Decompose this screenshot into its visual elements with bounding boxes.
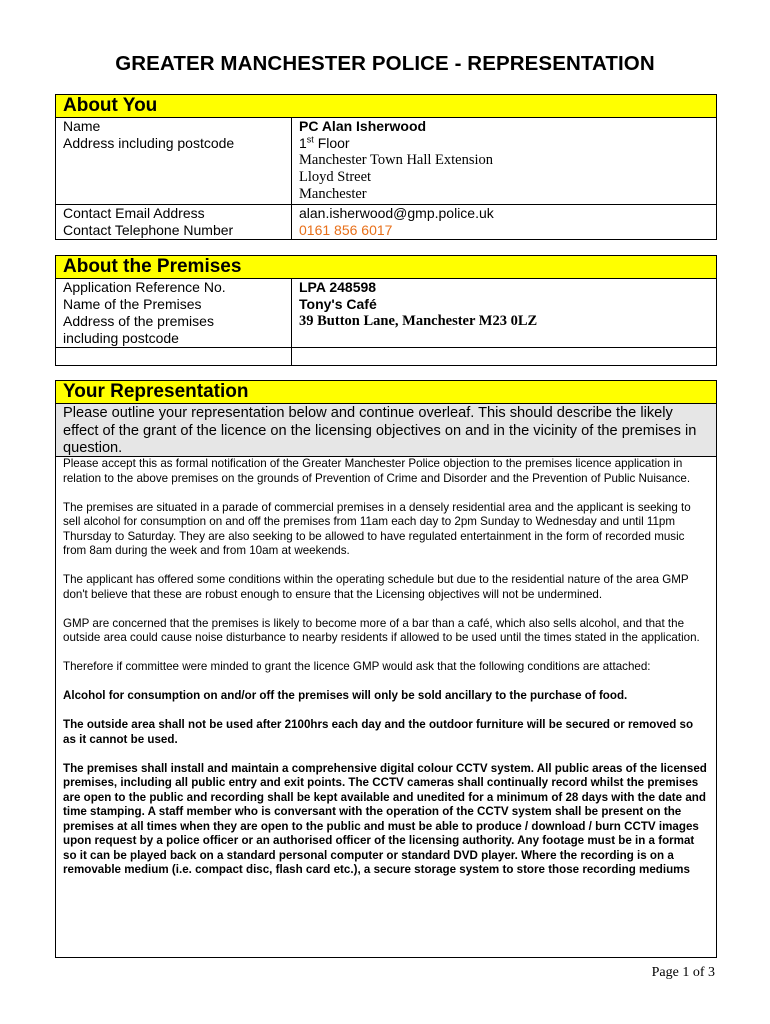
representation-paragraph: Therefore if committee were minded to grant the licence GMP would ask that the following conditions are attached: [63, 660, 651, 673]
condition-paragraph: The premises shall install and maintain a comprehensive digital colour CCTV system. All public areas of the licensed premises, including all public entry and exit points. The CCTV cameras shall continually record whilst the premises are open to the public and recording shall be kept available and unedited for a minimum of 28 days with the date and time stamping. A staff member who is conversant with the operation of the CCTV system shall be present on the premises at all times when they are open to the public and must be able to produce / download / burn CCTV images upon request by a police officer or an authorised officer of the licensing authority. Any footage must be in a format so it can be played back on a standard personal computer or standard DVD player. Where the recording is on a removable medium (i.e. compact disc, flash card etc.), a secure storage system to store those recording mediums [63, 761, 707, 876]
condition-paragraph: Alcohol for consumption on and/or off the premises will only be sold ancillary to the purchase of food. [63, 689, 628, 702]
premises-table [56, 279, 716, 365]
address-line-3[interactable]: Lloyd Street [299, 169, 372, 185]
premises-name-value[interactable]: Tony's Café [299, 296, 377, 312]
phone-value[interactable]: 0161 856 6017 [299, 222, 393, 238]
representation-text[interactable] [56, 457, 716, 957]
about-you-table [56, 118, 716, 239]
premises-address-label-1: Address of the premises [63, 313, 214, 329]
contact-label-cell [56, 205, 292, 240]
ref-value[interactable]: LPA 248598 [299, 279, 377, 295]
address-line-1[interactable] [299, 135, 709, 152]
premises-section [55, 255, 717, 366]
address-line-4[interactable]: Manchester [299, 186, 367, 202]
address-label: Address including postcode [63, 135, 235, 151]
representation-paragraph: The applicant has offered some conditions within the operating schedule but due to the residential nature of the area GMP don't believe that these are robust enough to ensure that the Licensing objectives will not be undermined. [63, 573, 689, 601]
premises-empty-value[interactable] [292, 348, 717, 366]
premises-address-value[interactable]: 39 Button Lane, Manchester M23 0LZ [299, 313, 538, 329]
premises-name-label: Name of the Premises [63, 296, 202, 312]
page-title: GREATER MANCHESTER POLICE - REPRESENTATION [115, 52, 655, 75]
address-line-1-rest: Floor [313, 135, 350, 151]
phone-label: Contact Telephone Number [63, 222, 234, 238]
about-you-heading: About You [56, 95, 716, 118]
representation-heading: Your Representation [56, 381, 716, 404]
premises-empty-label [56, 348, 292, 366]
name-label: Name [63, 118, 101, 134]
condition-paragraph: The outside area shall not be used after 2100hrs each day and the outdoor furniture will be secured or removed so as it cannot be used. [63, 718, 694, 746]
about-you-section [55, 94, 717, 240]
representation-paragraph: GMP are concerned that the premises is likely to become more of a bar than a café, which also sells alcohol, and that the outside area could cause noise disturbance to nearby residents if allowed to be used until the times stated in the application. [63, 616, 700, 644]
premises-heading: About the Premises [56, 256, 716, 279]
ref-label: Application Reference No. [63, 279, 226, 295]
email-value[interactable]: alan.isherwood@gmp.police.uk [299, 205, 494, 221]
contact-value-cell [292, 205, 717, 240]
representation-paragraph: The premises are situated in a parade of commercial premises in a densely residential area and the applicant is seeking to sell alcohol for consumption on and off the premises from 11am each day to 2pm Sunday to Wednesday and until 11pm Thursday to Saturday. They are also seeking to be allowed to have regulated entertainment in the form of recorded music from 8am during the week and from 10am at weekends. [63, 500, 691, 557]
name-value[interactable]: PC Alan Isherwood [299, 118, 427, 134]
premises-label-cell [56, 279, 292, 348]
premises-value-cell [292, 279, 717, 348]
address-line-1-number: 1 [299, 135, 307, 151]
address-line-2[interactable]: Manchester Town Hall Extension [299, 152, 494, 168]
address-line-1-superscript: st [306, 134, 314, 145]
premises-address-label-2: including postcode [63, 330, 179, 346]
representation-paragraph: Please accept this as formal notification of the Greater Manchester Police objection to the premises licence application in relation to the above premises on the grounds of Prevention of Crime and Disorder and the Prevention of Public Nuisance. [63, 457, 691, 485]
email-label: Contact Email Address [63, 205, 205, 221]
page-number: Page 1 of 3 [651, 965, 715, 980]
name-address-label-cell [56, 118, 292, 205]
representation-instruction: Please outline your representation below and continue overleaf. This should describe the likely effect of the grant of the licence on the licensing objectives on and in the vicinity of the premises in question. [56, 404, 716, 457]
name-address-value-cell [292, 118, 717, 205]
representation-section [55, 380, 717, 958]
